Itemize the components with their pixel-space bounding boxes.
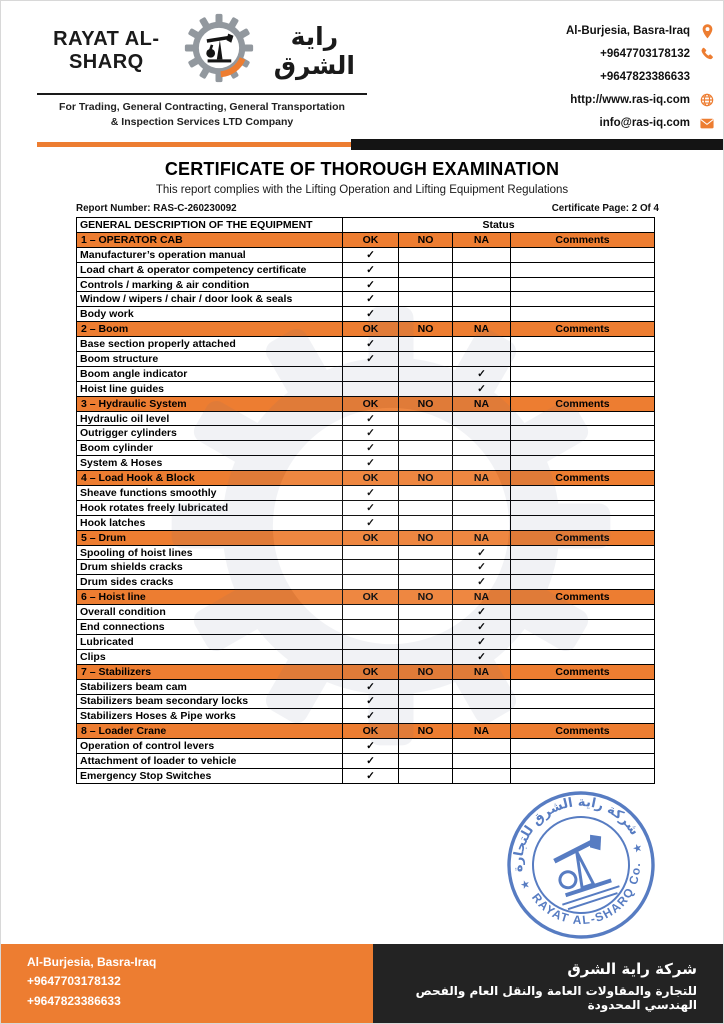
- stamp-star-left: ★: [518, 877, 532, 893]
- header-divider: [1, 139, 723, 150]
- section-column-header-cell: NA: [453, 322, 511, 337]
- check-cell-na: ✓: [453, 620, 511, 635]
- item-row: [77, 605, 655, 620]
- item-row: [77, 441, 655, 456]
- section-column-header-cell: NO: [399, 322, 453, 337]
- comments-cell: [511, 486, 655, 501]
- orange-accent-bar: [37, 142, 351, 147]
- item-row: [77, 366, 655, 381]
- item-row: [77, 307, 655, 322]
- check-cell-no: [399, 411, 453, 426]
- section-column-header-cell: OK: [343, 590, 399, 605]
- comments-cell: [511, 456, 655, 471]
- check-cell-ok: ✓: [343, 337, 399, 352]
- check-cell-no: [399, 739, 453, 754]
- check-cell-na: ✓: [453, 634, 511, 649]
- item-row: [77, 768, 655, 783]
- check-cell-ok: [343, 575, 399, 590]
- check-cell-no: [399, 754, 453, 769]
- footer-arabic-block: [373, 944, 723, 1023]
- check-cell-no: [399, 262, 453, 277]
- check-cell-no: [399, 545, 453, 560]
- item-label-cell: Stabilizers beam secondary locks: [77, 694, 343, 709]
- comments-cell: [511, 709, 655, 724]
- item-label-cell: Hook rotates freely lubricated: [77, 500, 343, 515]
- item-label-cell: Emergency Stop Switches: [77, 768, 343, 783]
- gear-pumpjack-logo-icon: [184, 13, 254, 88]
- svg-text:شركة راية الشرق للتجارة: [494, 777, 643, 877]
- item-label-cell: End connections: [77, 620, 343, 635]
- comments-cell: [511, 560, 655, 575]
- check-cell-na: ✓: [453, 575, 511, 590]
- section-header-row: [77, 232, 655, 247]
- comments-cell: [511, 441, 655, 456]
- item-label-cell: Overall condition: [77, 605, 343, 620]
- section-column-header-cell: NA: [453, 471, 511, 486]
- section-column-header-cell: NA: [453, 396, 511, 411]
- contact-website: [515, 92, 715, 108]
- comments-cell: [511, 337, 655, 352]
- item-row: [77, 694, 655, 709]
- company-name-english: RAYAT AL-SHARQ: [53, 27, 160, 73]
- check-cell-na: [453, 500, 511, 515]
- comments-cell: [511, 605, 655, 620]
- check-cell-no: [399, 441, 453, 456]
- item-label-cell: Boom cylinder: [77, 441, 343, 456]
- section-title-cell: 8 – Loader Crane: [77, 724, 343, 739]
- check-cell-no: [399, 337, 453, 352]
- item-row: [77, 709, 655, 724]
- check-cell-no: [399, 768, 453, 783]
- item-label-cell: Base section properly attached: [77, 337, 343, 352]
- section-title-cell: 4 – Load Hook & Block: [77, 471, 343, 486]
- check-cell-na: ✓: [453, 560, 511, 575]
- check-cell-no: [399, 352, 453, 367]
- comments-cell: [511, 694, 655, 709]
- item-label-cell: Clips: [77, 649, 343, 664]
- item-row: [77, 262, 655, 277]
- check-cell-ok: ✓: [343, 768, 399, 783]
- footer-company-description-arabic: للتجارة والمقاولات العامة والنقل العام والفحص الهندسي المحدودة: [415, 984, 697, 1012]
- mail-icon: [699, 115, 715, 131]
- page-title: CERTIFICATE OF THOROUGH EXAMINATION: [164, 159, 560, 179]
- check-cell-na: ✓: [453, 381, 511, 396]
- check-cell-no: [399, 515, 453, 530]
- footer-contact-block: [1, 944, 373, 1023]
- inspection-table-body: [77, 232, 655, 783]
- footer-company-name-arabic: شركة راية الشرق: [567, 960, 697, 978]
- check-cell-ok: ✓: [343, 500, 399, 515]
- svg-text:RAYAT AL-SHARQ Co.: [527, 857, 657, 942]
- check-cell-no: [399, 307, 453, 322]
- check-cell-ok: ✓: [343, 352, 399, 367]
- item-row: [77, 754, 655, 769]
- item-label-cell: Lubricated: [77, 634, 343, 649]
- check-cell-no: [399, 500, 453, 515]
- item-label-cell: Drum shields cracks: [77, 560, 343, 575]
- item-row: [77, 337, 655, 352]
- section-column-header-cell: OK: [343, 664, 399, 679]
- item-row: [77, 500, 655, 515]
- comments-cell: [511, 768, 655, 783]
- check-cell-no: [399, 649, 453, 664]
- globe-icon: [699, 92, 715, 108]
- check-cell-ok: ✓: [343, 307, 399, 322]
- comments-cell: [511, 515, 655, 530]
- stamp-star-right: ★: [631, 841, 645, 856]
- check-cell-na: [453, 292, 511, 307]
- phone-icon: [699, 46, 715, 62]
- item-row: [77, 560, 655, 575]
- check-cell-no: [399, 292, 453, 307]
- comments-cell: [511, 381, 655, 396]
- item-label-cell: Boom angle indicator: [77, 366, 343, 381]
- check-cell-ok: ✓: [343, 754, 399, 769]
- item-row: [77, 545, 655, 560]
- section-column-header-cell: OK: [343, 471, 399, 486]
- section-title-cell: 2 – Boom: [77, 322, 343, 337]
- comments-cell: [511, 679, 655, 694]
- comments-cell: [511, 262, 655, 277]
- phone-2-text: +9647823386633: [600, 71, 690, 83]
- footer-phone-2: +9647823386633: [27, 993, 121, 1008]
- section-column-header-cell: OK: [343, 232, 399, 247]
- item-label-cell: Hook latches: [77, 515, 343, 530]
- section-column-header-cell: Comments: [511, 471, 655, 486]
- check-cell-na: ✓: [453, 649, 511, 664]
- address-text: Al-Burjesia, Basra-Iraq: [566, 25, 690, 37]
- item-label-cell: Hoist line guides: [77, 381, 343, 396]
- tagline-line-1: For Trading, General Contracting, General Transportation: [59, 101, 345, 113]
- check-cell-ok: ✓: [343, 679, 399, 694]
- item-row: [77, 634, 655, 649]
- item-row: [77, 411, 655, 426]
- section-column-header-cell: OK: [343, 724, 399, 739]
- check-cell-ok: [343, 605, 399, 620]
- comments-cell: [511, 575, 655, 590]
- black-accent-bar: [351, 139, 723, 150]
- section-column-header-cell: NA: [453, 664, 511, 679]
- section-column-header-cell: OK: [343, 322, 399, 337]
- check-cell-ok: [343, 649, 399, 664]
- email-text: info@ras-iq.com: [599, 117, 690, 129]
- check-cell-ok: ✓: [343, 292, 399, 307]
- website-text: http://www.ras-iq.com: [570, 94, 690, 106]
- section-column-header-cell: NO: [399, 471, 453, 486]
- comments-cell: [511, 545, 655, 560]
- item-row: [77, 381, 655, 396]
- check-cell-na: [453, 486, 511, 501]
- check-cell-no: [399, 605, 453, 620]
- check-cell-ok: ✓: [343, 709, 399, 724]
- section-column-header-cell: Comments: [511, 724, 655, 739]
- section-column-header-cell: Comments: [511, 322, 655, 337]
- check-cell-no: [399, 575, 453, 590]
- section-column-header-cell: NO: [399, 664, 453, 679]
- item-label-cell: Controls / marking & air condition: [77, 277, 343, 292]
- phone-1-text: +9647703178132: [600, 48, 690, 60]
- check-cell-ok: ✓: [343, 486, 399, 501]
- item-row: [77, 456, 655, 471]
- report-number: Report Number: RAS-C-260230092: [76, 203, 237, 214]
- check-cell-no: [399, 634, 453, 649]
- check-cell-na: ✓: [453, 545, 511, 560]
- section-header-row: [77, 724, 655, 739]
- section-header-row: [77, 664, 655, 679]
- check-cell-na: [453, 411, 511, 426]
- item-row: [77, 515, 655, 530]
- check-cell-ok: ✓: [343, 456, 399, 471]
- check-cell-na: [453, 768, 511, 783]
- check-cell-no: [399, 247, 453, 262]
- check-cell-ok: ✓: [343, 515, 399, 530]
- item-row: [77, 486, 655, 501]
- check-cell-ok: ✓: [343, 247, 399, 262]
- section-column-header-cell: Comments: [511, 664, 655, 679]
- comments-cell: [511, 307, 655, 322]
- check-cell-ok: [343, 381, 399, 396]
- section-title-cell: 7 – Stabilizers: [77, 664, 343, 679]
- comments-cell: [511, 411, 655, 426]
- footer-address: Al-Burjesia, Basra-Iraq: [27, 955, 157, 969]
- contact-phone-2: [515, 69, 715, 85]
- check-cell-na: ✓: [453, 605, 511, 620]
- item-label-cell: Hydraulic oil level: [77, 411, 343, 426]
- check-cell-na: [453, 337, 511, 352]
- table-header-row: [77, 218, 655, 233]
- section-title-cell: 1 – OPERATOR CAB: [77, 232, 343, 247]
- check-cell-ok: ✓: [343, 262, 399, 277]
- check-cell-na: [453, 441, 511, 456]
- comments-cell: [511, 620, 655, 635]
- location-pin-icon: [699, 23, 715, 39]
- item-row: [77, 620, 655, 635]
- check-cell-na: [453, 694, 511, 709]
- item-row: [77, 292, 655, 307]
- stamp-english-text: RAYAT AL-SHARQ Co.: [528, 861, 644, 928]
- section-header-row: [77, 322, 655, 337]
- comments-cell: [511, 500, 655, 515]
- check-cell-no: [399, 679, 453, 694]
- check-cell-no: [399, 620, 453, 635]
- section-column-header-cell: NO: [399, 724, 453, 739]
- company-name-arabic: راية الشرق: [273, 21, 355, 80]
- check-cell-na: [453, 754, 511, 769]
- comments-cell: [511, 292, 655, 307]
- item-label-cell: Operation of control levers: [77, 739, 343, 754]
- comments-cell: [511, 754, 655, 769]
- check-cell-ok: [343, 366, 399, 381]
- section-column-header-cell: NA: [453, 232, 511, 247]
- section-header-row: [77, 590, 655, 605]
- company-stamp: [473, 757, 690, 974]
- item-row: [77, 277, 655, 292]
- item-row: [77, 739, 655, 754]
- item-label-cell: System & Hoses: [77, 456, 343, 471]
- check-cell-na: [453, 739, 511, 754]
- section-column-header-cell: Comments: [511, 232, 655, 247]
- comments-cell: [511, 247, 655, 262]
- check-cell-na: [453, 515, 511, 530]
- description-header-cell: GENERAL DESCRIPTION OF THE EQUIPMENT: [77, 218, 343, 233]
- page-footer: [1, 944, 723, 1023]
- item-label-cell: Outrigger cylinders: [77, 426, 343, 441]
- check-cell-na: [453, 277, 511, 292]
- item-row: [77, 352, 655, 367]
- contact-info: [515, 13, 715, 135]
- check-cell-na: ✓: [453, 366, 511, 381]
- comments-cell: [511, 426, 655, 441]
- check-cell-no: [399, 694, 453, 709]
- company-logo: [37, 13, 367, 135]
- check-cell-ok: ✓: [343, 411, 399, 426]
- comments-cell: [511, 366, 655, 381]
- item-label-cell: Sheave functions smoothly: [77, 486, 343, 501]
- check-cell-na: [453, 679, 511, 694]
- check-cell-na: [453, 262, 511, 277]
- section-column-header-cell: NO: [399, 590, 453, 605]
- comments-cell: [511, 739, 655, 754]
- check-cell-ok: ✓: [343, 426, 399, 441]
- check-cell-no: [399, 456, 453, 471]
- stamp-arabic-text: شركة راية الشرق للتجارة: [510, 794, 642, 873]
- section-column-header-cell: Comments: [511, 396, 655, 411]
- section-column-header-cell: NO: [399, 396, 453, 411]
- certificate-page-number: Certificate Page: 2 Of 4: [551, 203, 659, 214]
- item-label-cell: Body work: [77, 307, 343, 322]
- check-cell-no: [399, 277, 453, 292]
- section-column-header-cell: NA: [453, 724, 511, 739]
- item-label-cell: Drum sides cracks: [77, 575, 343, 590]
- item-label-cell: Stabilizers Hoses & Pipe works: [77, 709, 343, 724]
- tagline-line-2: & Inspection Services LTD Company: [110, 115, 294, 128]
- section-header-row: [77, 530, 655, 545]
- footer-phone-1: +9647703178132: [27, 974, 121, 989]
- check-cell-no: [399, 560, 453, 575]
- item-label-cell: Window / wipers / chair / door look & seals: [77, 292, 343, 307]
- page-header: [1, 1, 723, 135]
- section-column-header-cell: OK: [343, 396, 399, 411]
- section-column-header-cell: OK: [343, 530, 399, 545]
- inspection-table: [76, 217, 655, 784]
- item-label-cell: Spooling of hoist lines: [77, 545, 343, 560]
- item-label-cell: Stabilizers beam cam: [77, 679, 343, 694]
- comments-cell: [511, 352, 655, 367]
- item-label-cell: Manufacturer’s operation manual: [77, 247, 343, 262]
- item-label-cell: Load chart & operator competency certificate: [77, 262, 343, 277]
- check-cell-no: [399, 366, 453, 381]
- section-column-header-cell: Comments: [511, 590, 655, 605]
- section-title-cell: 3 – Hydraulic System: [77, 396, 343, 411]
- check-cell-ok: [343, 560, 399, 575]
- comments-cell: [511, 277, 655, 292]
- comments-cell: [511, 649, 655, 664]
- check-cell-na: [453, 247, 511, 262]
- check-cell-na: [453, 709, 511, 724]
- check-cell-ok: ✓: [343, 441, 399, 456]
- section-column-header-cell: NO: [399, 530, 453, 545]
- section-title-cell: 6 – Hoist line: [77, 590, 343, 605]
- report-meta-row: [76, 203, 659, 214]
- section-column-header-cell: NA: [453, 590, 511, 605]
- contact-email: [515, 115, 715, 131]
- item-label-cell: Boom structure: [77, 352, 343, 367]
- check-cell-ok: [343, 620, 399, 635]
- section-header-row: [77, 396, 655, 411]
- check-cell-no: [399, 486, 453, 501]
- item-label-cell: Attachment of loader to vehicle: [77, 754, 343, 769]
- contact-phone-1: [515, 46, 715, 62]
- check-cell-no: [399, 426, 453, 441]
- section-title-cell: 5 – Drum: [77, 530, 343, 545]
- section-column-header-cell: NO: [399, 232, 453, 247]
- check-cell-ok: ✓: [343, 739, 399, 754]
- check-cell-na: [453, 456, 511, 471]
- check-cell-na: [453, 426, 511, 441]
- item-row: [77, 575, 655, 590]
- item-row: [77, 649, 655, 664]
- comments-cell: [511, 634, 655, 649]
- item-row: [77, 426, 655, 441]
- item-row: [77, 247, 655, 262]
- check-cell-na: [453, 307, 511, 322]
- check-cell-no: [399, 381, 453, 396]
- contact-address: [515, 23, 715, 39]
- icon-placeholder: [699, 69, 715, 85]
- section-header-row: [77, 471, 655, 486]
- section-column-header-cell: NA: [453, 530, 511, 545]
- item-row: [77, 679, 655, 694]
- status-header-cell: Status: [343, 218, 655, 233]
- section-column-header-cell: Comments: [511, 530, 655, 545]
- check-cell-na: [453, 352, 511, 367]
- company-tagline: [37, 93, 367, 129]
- check-cell-no: [399, 709, 453, 724]
- stamp-pumpjack-icon: [544, 831, 621, 910]
- check-cell-ok: ✓: [343, 277, 399, 292]
- check-cell-ok: [343, 545, 399, 560]
- check-cell-ok: [343, 634, 399, 649]
- page-subtitle: This report complies with the Lifting Operation and Lifting Equipment Regulations: [155, 184, 569, 196]
- check-cell-ok: ✓: [343, 694, 399, 709]
